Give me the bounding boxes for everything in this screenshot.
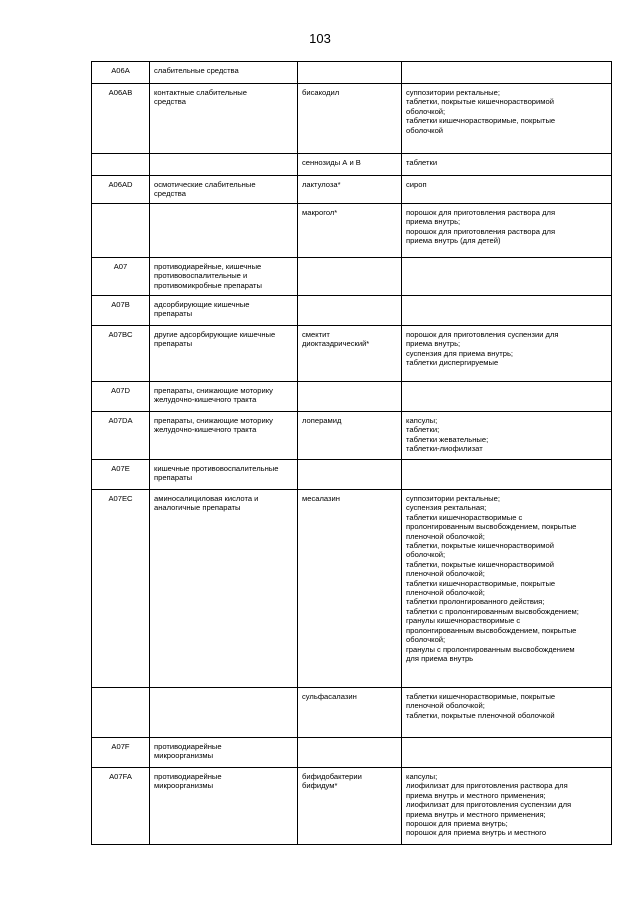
table-row bbox=[92, 490, 612, 688]
atc-code-cell bbox=[92, 204, 150, 258]
group-name-cell: осмотические слабительные средства bbox=[150, 176, 298, 204]
drug-name-cell: месалазин bbox=[298, 490, 402, 688]
group-name-cell bbox=[150, 688, 298, 738]
atc-code-cell: A07EC bbox=[92, 490, 150, 688]
atc-code-cell: A07DA bbox=[92, 412, 150, 460]
table-row bbox=[92, 688, 612, 738]
atc-code-cell bbox=[92, 688, 150, 738]
drug-name-cell: смектит диоктаэдрический* bbox=[298, 326, 402, 382]
drug-name-cell bbox=[298, 62, 402, 84]
group-name-cell: другие адсорбирующие кишечные препараты bbox=[150, 326, 298, 382]
group-name-cell bbox=[150, 154, 298, 176]
group-name-cell: кишечные противовоспалительные препараты bbox=[150, 460, 298, 490]
dosage-form-cell: капсулы; лиофилизат для приготовления раствора для приема внутрь и местного применения; лиофилизат для приготовления суспензии для приема внутрь и местного применения; порошок для приема внутрь; порошок для приема внутрь и местного bbox=[402, 768, 612, 845]
table-row bbox=[92, 768, 612, 845]
atc-code-cell: A07BC bbox=[92, 326, 150, 382]
dosage-form-cell bbox=[402, 62, 612, 84]
atc-code-cell: A07B bbox=[92, 296, 150, 326]
atc-code-cell: A07D bbox=[92, 382, 150, 412]
dosage-form-cell: суппозитории ректальные; таблетки, покрытые кишечнорастворимой оболочкой; таблетки кишечнорастворимые, покрытые оболочкой bbox=[402, 84, 612, 154]
group-name-cell: противодиарейные микроорганизмы bbox=[150, 738, 298, 768]
group-name-cell: противодиарейные микроорганизмы bbox=[150, 768, 298, 845]
group-name-cell: препараты, снижающие моторику желудочно-кишечного тракта bbox=[150, 382, 298, 412]
table-row bbox=[92, 84, 612, 154]
table-row bbox=[92, 738, 612, 768]
table-row bbox=[92, 204, 612, 258]
atc-code-cell: A06AD bbox=[92, 176, 150, 204]
drug-name-cell: бифидобактерии бифидум* bbox=[298, 768, 402, 845]
dosage-form-cell: сироп bbox=[402, 176, 612, 204]
table-row bbox=[92, 258, 612, 296]
atc-code-cell: A06A bbox=[92, 62, 150, 84]
drug-name-cell bbox=[298, 258, 402, 296]
drug-name-cell bbox=[298, 738, 402, 768]
table-row bbox=[92, 62, 612, 84]
group-name-cell: аминосалициловая кислота и аналогичные препараты bbox=[150, 490, 298, 688]
group-name-cell: препараты, снижающие моторику желудочно-кишечного тракта bbox=[150, 412, 298, 460]
table-body bbox=[92, 62, 612, 845]
page-number: 103 bbox=[309, 31, 331, 46]
drug-name-cell: бисакодил bbox=[298, 84, 402, 154]
table-row bbox=[92, 412, 612, 460]
group-name-cell: контактные слабительные средства bbox=[150, 84, 298, 154]
atc-code-cell: A07FA bbox=[92, 768, 150, 845]
table-row bbox=[92, 176, 612, 204]
dosage-form-cell bbox=[402, 460, 612, 490]
table-row bbox=[92, 382, 612, 412]
table-row bbox=[92, 326, 612, 382]
drug-name-cell bbox=[298, 460, 402, 490]
drug-name-cell: лактулоза* bbox=[298, 176, 402, 204]
dosage-form-cell bbox=[402, 738, 612, 768]
dosage-form-cell: суппозитории ректальные; суспензия ректальная; таблетки кишечнорастворимые с пролонгированным высвобождением, покрытые пленочной оболочкой; таблетки, покрытые кишечнорастворимой оболочкой; таблетки, покрытые кишечнорастворимой пленочной оболочкой; таблетки кишечнорастворимые, покрытые пленочной оболочкой; таблетки пролонгированного действия; таблетки с пролонгированным высвобождением; гранулы кишечнорастворимые с пролонгированным высвобождением, покрытые оболочкой; гранулы с пролонгированным высвобождением для приема внутрь bbox=[402, 490, 612, 688]
dosage-form-cell bbox=[402, 296, 612, 326]
drug-name-cell: лоперамид bbox=[298, 412, 402, 460]
atc-code-cell: A06AB bbox=[92, 84, 150, 154]
dosage-form-cell: капсулы; таблетки; таблетки жевательные; таблетки-лиофилизат bbox=[402, 412, 612, 460]
table-row bbox=[92, 460, 612, 490]
dosage-form-cell: таблетки bbox=[402, 154, 612, 176]
drug-name-cell: сульфасалазин bbox=[298, 688, 402, 738]
group-name-cell: адсорбирующие кишечные препараты bbox=[150, 296, 298, 326]
drug-name-cell: макрогол* bbox=[298, 204, 402, 258]
dosage-form-cell bbox=[402, 258, 612, 296]
drug-name-cell bbox=[298, 382, 402, 412]
group-name-cell: слабительные средства bbox=[150, 62, 298, 84]
drug-classification-table bbox=[91, 61, 612, 845]
table-row bbox=[92, 154, 612, 176]
drug-name-cell bbox=[298, 296, 402, 326]
table-row bbox=[92, 296, 612, 326]
dosage-form-cell: таблетки кишечнорастворимые, покрытые пленочной оболочкой; таблетки, покрытые пленочной оболочкой bbox=[402, 688, 612, 738]
atc-code-cell: A07F bbox=[92, 738, 150, 768]
dosage-form-cell: порошок для приготовления раствора для приема внутрь; порошок для приготовления раствора для приема внутрь (для детей) bbox=[402, 204, 612, 258]
atc-code-cell: A07E bbox=[92, 460, 150, 490]
group-name-cell: противодиарейные, кишечные противовоспалительные и противомикробные препараты bbox=[150, 258, 298, 296]
atc-code-cell bbox=[92, 154, 150, 176]
drug-name-cell: сеннозиды А и В bbox=[298, 154, 402, 176]
dosage-form-cell bbox=[402, 382, 612, 412]
group-name-cell bbox=[150, 204, 298, 258]
dosage-form-cell: порошок для приготовления суспензии для приема внутрь; суспензия для приема внутрь; таблетки диспергируемые bbox=[402, 326, 612, 382]
atc-code-cell: A07 bbox=[92, 258, 150, 296]
